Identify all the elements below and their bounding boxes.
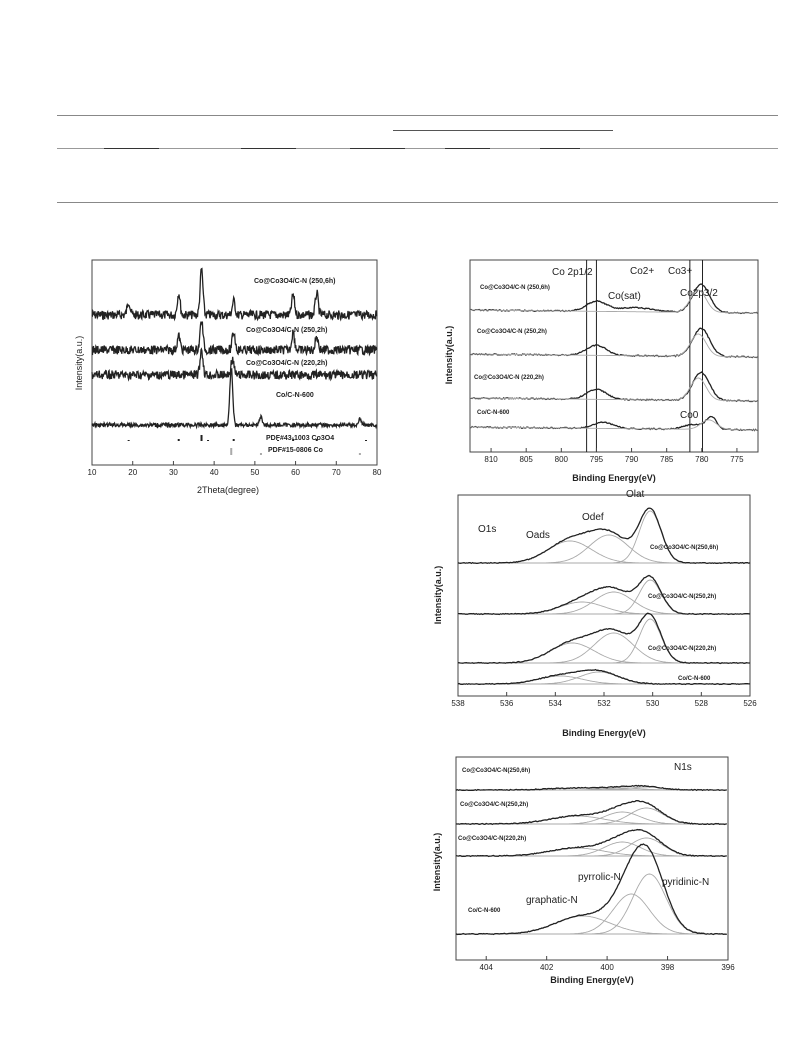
o1s-annotation: Odef xyxy=(582,512,604,523)
co2p-x-tick-label: 785 xyxy=(660,455,674,464)
xrd-y-axis-label: Intensity(a.u.) xyxy=(74,335,84,391)
co2p-y-axis-label: Intensity(a.u.) xyxy=(444,325,454,385)
xrd-x-tick-label: 10 xyxy=(87,468,97,477)
o1s-x-tick-label: 532 xyxy=(597,699,611,708)
co2p-x-axis-label: Binding Energy(eV) xyxy=(572,473,656,483)
table-group-rule xyxy=(393,130,613,131)
n1s-x-tick-label: 404 xyxy=(479,963,493,972)
co2p-annotation: Co3+ xyxy=(668,266,693,277)
table-bottom-rule xyxy=(57,202,778,203)
co2p-x-tick-label: 775 xyxy=(730,455,744,464)
n1s-series-label: Co@Co3O4/C-N(220,2h) xyxy=(458,836,527,842)
co2p-x-tick-label: 805 xyxy=(519,455,533,464)
o1s-annotation: O1s xyxy=(478,524,497,535)
co2p-series-label: Co@Co3O4/C-N (250,6h) xyxy=(480,285,550,291)
o1s-series-label: Co@Co3O4/C-N(250,6h) xyxy=(650,545,719,551)
table-top-rule xyxy=(57,115,778,116)
co2p-x-tick-label: 795 xyxy=(589,455,604,464)
n1s-annotation: graphatic-N xyxy=(526,895,578,906)
o1s-series-label: Co@Co3O4/C-N(220,2h) xyxy=(648,646,717,652)
xrd-series-label: Co@Co3O4/C-N (250,2h) xyxy=(246,327,328,334)
n1s-series-label: Co/C-N-600 xyxy=(468,908,501,914)
co2p-xps-chart xyxy=(440,255,770,490)
table-col-rule xyxy=(540,148,580,149)
co2p-x-tick-label: 810 xyxy=(484,455,498,464)
co2p-annotation: Co 2p1/2 xyxy=(552,267,593,278)
xrd-x-tick-label: 50 xyxy=(250,468,260,477)
xrd-ref-label: PDF#15-0806 Co xyxy=(268,447,323,454)
n1s-series-line xyxy=(456,844,727,934)
o1s-x-tick-label: 536 xyxy=(499,699,514,708)
co2p-x-tick-label: 780 xyxy=(695,455,709,464)
co2p-annotation: Co2+ xyxy=(630,266,655,277)
xrd-series-line xyxy=(92,269,377,320)
xrd-x-tick-label: 30 xyxy=(168,468,178,477)
o1s-fit-component xyxy=(458,511,750,563)
xrd-x-tick-label: 20 xyxy=(128,468,138,477)
co2p-annotation: Co(sat) xyxy=(608,291,641,302)
table-header-rule xyxy=(57,148,778,149)
o1s-xps-chart xyxy=(432,489,762,738)
xrd-ref-label: PDF#43-1003 Co3O4 xyxy=(266,435,335,442)
co2p-annotation: Co0 xyxy=(680,410,699,421)
n1s-x-tick-label: 396 xyxy=(721,963,735,972)
o1s-series-label: Co/C-N-600 xyxy=(678,676,711,682)
n1s-xps-chart xyxy=(432,752,762,987)
n1s-x-axis-label: Binding Energy(eV) xyxy=(550,975,634,985)
co2p-series-label: Co@Co3O4/C-N (220,2h) xyxy=(474,375,544,381)
o1s-annotation: Oads xyxy=(526,530,550,541)
table-col-rule xyxy=(350,148,405,149)
n1s-fit-component xyxy=(456,916,727,934)
xrd-series-line xyxy=(92,322,377,355)
xrd-series-label: Co@Co3O4/C-N (220,2h) xyxy=(246,360,328,367)
o1s-x-tick-label: 530 xyxy=(645,699,660,708)
o1s-x-tick-label: 528 xyxy=(694,699,709,708)
o1s-series-label: Co@Co3O4/C-N(250,2h) xyxy=(648,594,717,600)
xrd-x-tick-label: 80 xyxy=(372,468,382,477)
co2p-series-label: Co@Co3O4/C-N (250,2h) xyxy=(477,329,547,335)
o1s-x-tick-label: 526 xyxy=(743,699,757,708)
o1s-y-axis-label: Intensity(a.u.) xyxy=(433,565,443,625)
table-col-rule xyxy=(104,148,159,149)
o1s-x-axis-label: Binding Energy(eV) xyxy=(562,728,646,738)
xrd-series-label: Co@Co3O4/C-N (250,6h) xyxy=(254,278,336,285)
xrd-series-label: Co/C-N-600 xyxy=(276,392,314,399)
n1s-x-tick-label: 400 xyxy=(600,963,614,972)
table-col-rule xyxy=(241,148,296,149)
n1s-annotation: N1s xyxy=(674,762,692,773)
xrd-x-tick-label: 40 xyxy=(209,468,219,477)
n1s-annotation: pyridinic-N xyxy=(662,877,710,888)
co2p-annotation: Co2p3/2 xyxy=(680,288,718,299)
n1s-y-axis-label: Intensity(a.u.) xyxy=(432,832,442,892)
o1s-annotation: Olat xyxy=(626,489,645,500)
n1s-annotation: pyrrolic-N xyxy=(578,872,621,883)
n1s-x-tick-label: 402 xyxy=(539,963,554,972)
n1s-series-label: Co@Co3O4/C-N(250,6h) xyxy=(462,768,531,774)
xrd-chart xyxy=(70,255,390,505)
o1s-fit-component xyxy=(458,602,750,614)
co2p-x-tick-label: 790 xyxy=(624,455,639,464)
xrd-x-tick-label: 70 xyxy=(331,468,341,477)
xrd-series-line xyxy=(92,369,377,427)
co2p-series-label: Co/C-N-600 xyxy=(477,410,510,416)
xrd-x-axis-label: 2Theta(degree) xyxy=(196,485,260,495)
table-col-rule xyxy=(445,148,490,149)
xrd-x-tick-label: 60 xyxy=(291,468,301,477)
co2p-x-tick-label: 800 xyxy=(554,455,568,464)
n1s-x-tick-label: 398 xyxy=(660,963,675,972)
o1s-x-tick-label: 538 xyxy=(451,699,465,708)
o1s-x-tick-label: 534 xyxy=(548,699,563,708)
n1s-series-label: Co@Co3O4/C-N(250,2h) xyxy=(460,802,529,808)
xrd-plot-frame xyxy=(92,260,377,465)
